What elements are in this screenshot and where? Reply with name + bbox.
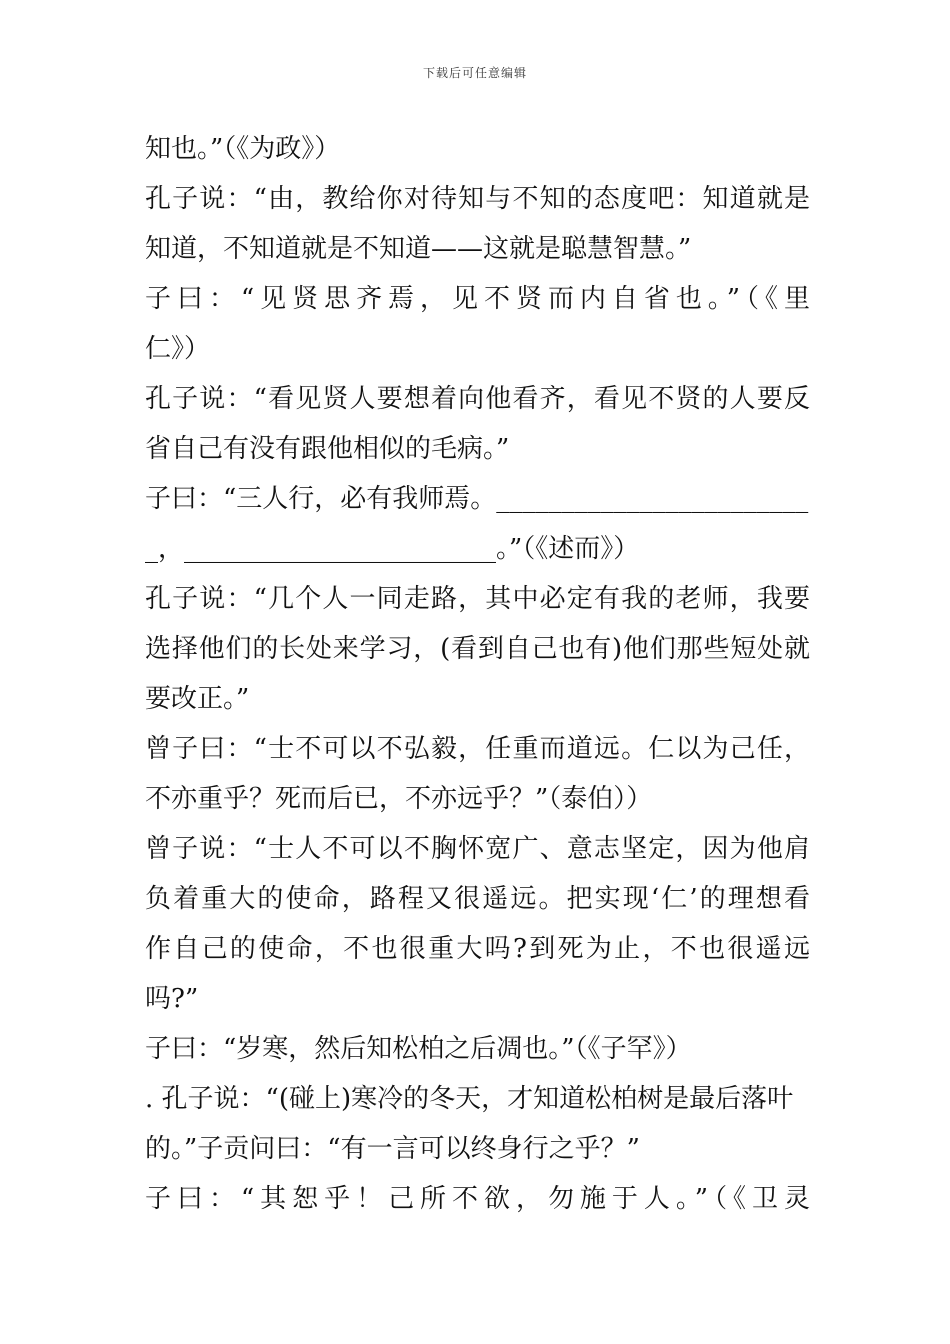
text-line: 孔子说：“由，教给你对待知与不知的态度吧：知道就是: [145, 184, 810, 214]
text-line: 省自己有没有跟他相似的毛病。”: [145, 434, 510, 464]
text-line: 要改正。”: [145, 684, 250, 714]
document-body: [145, 124, 810, 1224]
text-line: 曾子曰：“士不可以不弘毅，任重而道远。仁以为己任，: [145, 734, 810, 764]
text-line: 选择他们的长处来学习，(看到自己也有)他们那些短处就: [145, 634, 810, 664]
text-line: . 孔子说：“(碰上)寒冷的冬天，才知道松柏树是最后落叶: [145, 1084, 794, 1114]
text-line-with-blank: _，________________________。”（《述而》）: [145, 534, 640, 564]
text-line: 子曰：“其恕乎！己所不欲，勿施于人。”（《卫灵: [145, 1184, 810, 1214]
text-line: 作自己的使命，不也很重大吗?到死为止，不也很遥远: [145, 934, 810, 964]
text-line: 孔子说：“看见贤人要想着向他看齐，看见不贤的人要反: [145, 384, 810, 414]
text-line: 孔子说：“几个人一同走路，其中必定有我的老师，我要: [145, 584, 810, 614]
text-line: 负着重大的使命，路程又很遥远。把实现‘仁’的理想看: [145, 884, 810, 914]
text-line: 曾子说：“士人不可以不胸怀宽广、意志坚定，因为他肩: [145, 834, 810, 864]
text-line: 的。”子贡问曰：“有一言可以终身行之乎？”: [145, 1134, 640, 1164]
text-line: 不亦重乎？死而后已，不亦远乎？”（泰伯））: [145, 784, 653, 814]
text-line: 吗?”: [145, 984, 199, 1014]
text-line: 子曰：“岁寒，然后知松柏之后凋也。”（《子罕》）: [145, 1034, 692, 1064]
text-line: 知也。”（《为政》）: [145, 134, 341, 164]
text-line: 知道，不知道就是不知道——这就是聪慧智慧。”: [145, 234, 692, 264]
text-line: 仁》）: [145, 334, 211, 364]
page-header: 下载后可任意编辑: [422, 66, 527, 80]
text-line: 子曰：“见贤思齐焉，见不贤而内自省也。”（《里: [145, 284, 810, 314]
text-line-with-blank: 子曰：“三人行，必有我师焉。________________________: [145, 484, 809, 514]
